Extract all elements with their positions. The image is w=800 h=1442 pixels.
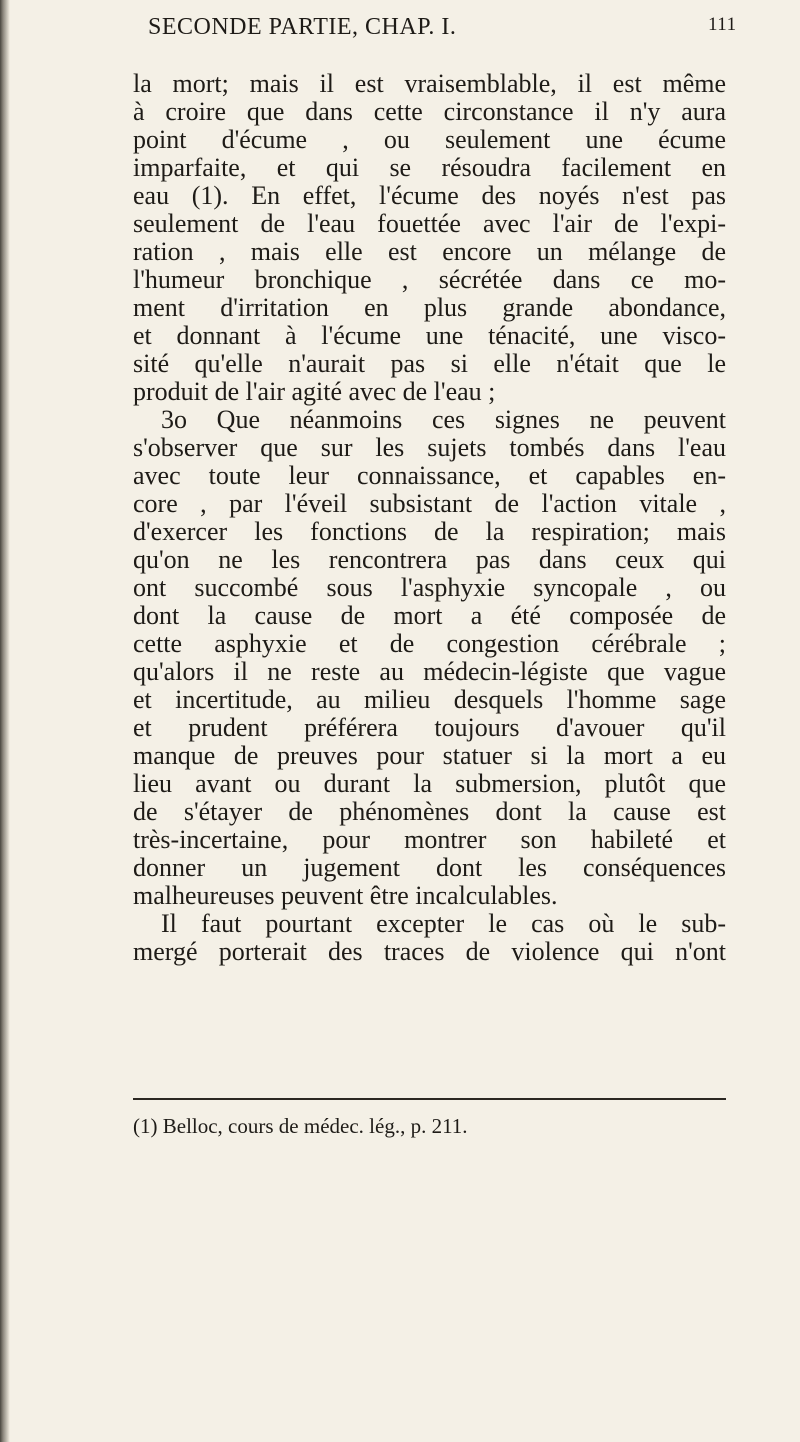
running-head-title: SECONDE PARTIE, CHAP. I. <box>148 14 457 40</box>
footnote: (1) Belloc, cours de médec. lég., p. 211. <box>133 1114 468 1138</box>
text-line: donner un jugement dont les conséquences <box>133 853 726 882</box>
footnote-divider <box>133 1098 726 1100</box>
text-line: core , par l'éveil subsistant de l'action vitale , <box>133 489 726 518</box>
text-line: point d'écume , ou seulement une écume <box>133 125 726 154</box>
text-line: à croire que dans cette circonstance il n'y aura <box>133 97 726 126</box>
text-line: manque de preuves pour statuer si la mort a eu <box>133 741 726 770</box>
text-line: qu'on ne les rencontrera pas dans ceux qui <box>133 545 726 574</box>
text-line: sité qu'elle n'aurait pas si elle n'était que le <box>133 349 726 378</box>
text-line: lieu avant ou durant la submersion, plutôt que <box>133 769 726 798</box>
text-line: 3o Que néanmoins ces signes ne peuvent <box>161 405 726 434</box>
text-line: et donnant à l'écume une ténacité, une visco- <box>133 321 726 350</box>
text-line: s'observer que sur les sujets tombés dans l'eau <box>133 433 726 462</box>
text-line: cette asphyxie et de congestion cérébrale ; <box>133 629 726 658</box>
text-line: ration , mais elle est encore un mélange de <box>133 237 726 266</box>
text-line: d'exercer les fonctions de la respiration; mais <box>133 517 726 546</box>
text-line: eau (1). En effet, l'écume des noyés n'est pas <box>133 181 726 210</box>
text-line: dont la cause de mort a été composée de <box>133 601 726 630</box>
text-line: et prudent préférera toujours d'avouer qu'il <box>133 713 726 742</box>
text-line: produit de l'air agité avec de l'eau ; <box>133 377 496 406</box>
text-line: de s'étayer de phénomènes dont la cause est <box>133 797 726 826</box>
text-line: imparfaite, et qui se résoudra facilement en <box>133 153 726 182</box>
page-number: 111 <box>708 14 737 35</box>
text-line: malheureuses peuvent être incalculables. <box>133 881 558 910</box>
text-line: ont succombé sous l'asphyxie syncopale , ou <box>133 573 726 602</box>
text-line: très-incertaine, pour montrer son habileté et <box>133 825 726 854</box>
text-line: l'humeur bronchique , sécrétée dans ce mo- <box>133 265 726 294</box>
text-line: Il faut pourtant excepter le cas où le sub- <box>161 909 726 938</box>
text-line: seulement de l'eau fouettée avec l'air de l'expi- <box>133 209 726 238</box>
text-line: qu'alors il ne reste au médecin-légiste que vague <box>133 657 726 686</box>
text-line: mergé porterait des traces de violence qui n'ont <box>133 937 726 966</box>
running-head <box>148 6 748 42</box>
text-line: avec toute leur connaissance, et capables en- <box>133 461 726 490</box>
text-line: la mort; mais il est vraisemblable, il est même <box>133 69 726 98</box>
body-text <box>133 70 726 966</box>
text-line: et incertitude, au milieu desquels l'homme sage <box>133 685 726 714</box>
text-line: ment d'irritation en plus grande abondance, <box>133 293 726 322</box>
